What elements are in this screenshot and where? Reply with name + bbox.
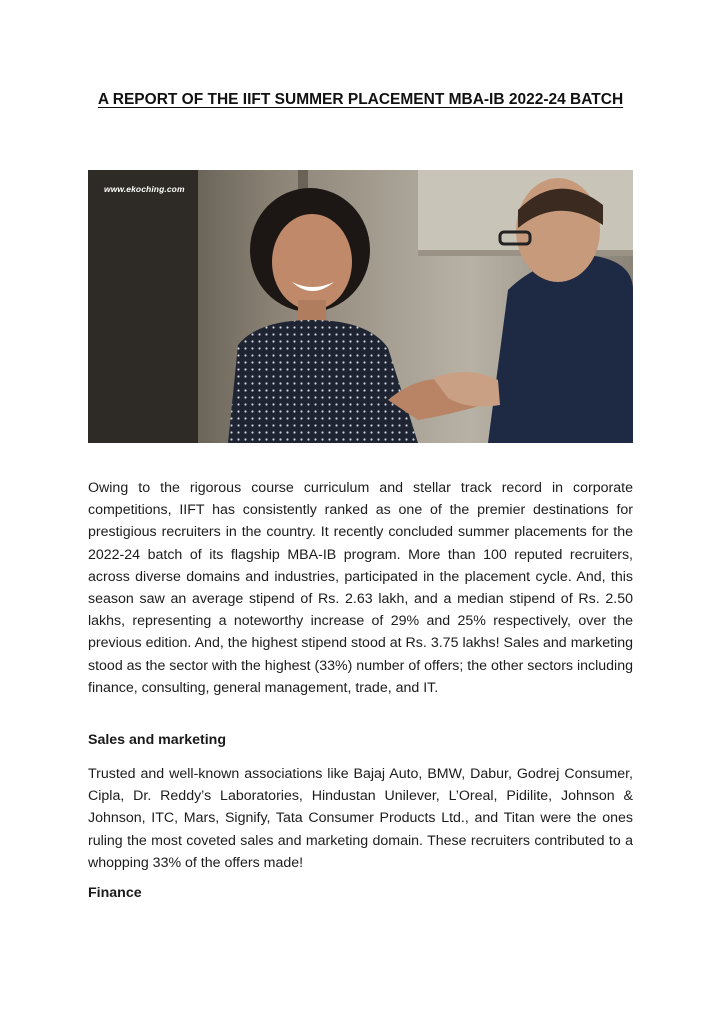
handshake-illustration xyxy=(88,170,633,443)
section-heading-finance: Finance xyxy=(88,885,142,901)
watermark-text: www.ekoching.com xyxy=(104,184,185,194)
sales-paragraph: Trusted and well-known associations like Bajaj Auto, BMW, Dabur, Godrej Consumer, Cipla, Dr. Reddy’s Laboratories, Hindustan Unilever, L’Oreal, Pidilite, Johnson & Johnson, ITC, Mars, Signify, Tata Consumer Products Ltd., and Titan were the ones ruling the most coveted sales and marketing domain. These recruiters contributed to a whopping 33% of the offers made! xyxy=(88,766,633,871)
section-heading-sales: Sales and marketing xyxy=(88,732,226,748)
intro-paragraph: Owing to the rigorous course curriculum and stellar track record in corporate competitions, IIFT has consistently ranked as one of the premier destinations for prestigious recruiters in the country. It recently concluded summer placements for the 2022-24 batch of its flagship MBA-IB program. More than 100 reputed recruiters, across diverse domains and industries, participated in the placement cycle. And, this season saw an average stipend of Rs. 2.63 lakh, and a median stipend of Rs. 2.50 lakhs, representing a noteworthy increase of 29% and 25% respectively, over the previous edition. And, the highest stipend stood at Rs. 3.75 lakhs! Sales and marketing stood as the sector with the highest (33%) number of offers; the other sectors including finance, consulting, general management, trade, and IT. xyxy=(88,480,633,696)
handshake-photo xyxy=(88,170,633,443)
document-title: A REPORT OF THE IIFT SUMMER PLACEMENT MBA-IB 2022-24 BATCH xyxy=(97,91,624,108)
